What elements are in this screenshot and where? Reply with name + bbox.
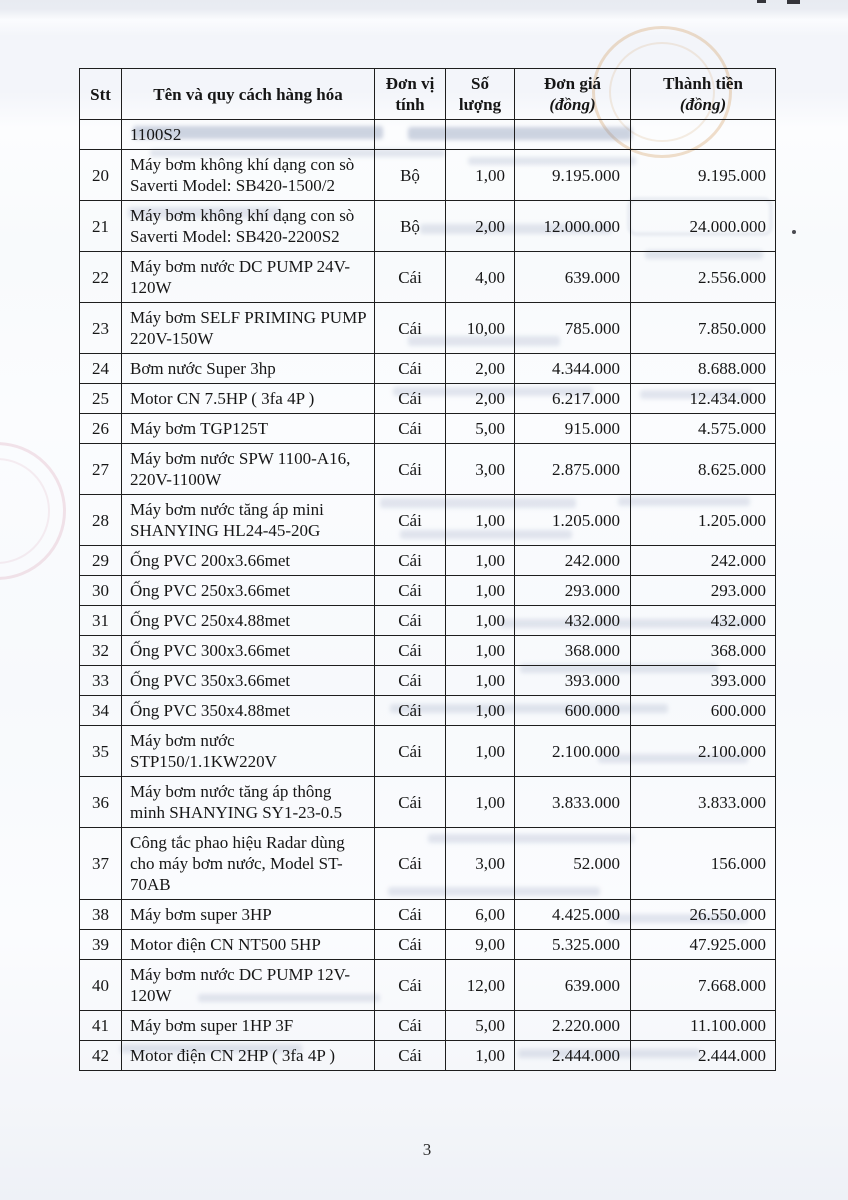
cell-price: 785.000 — [515, 303, 631, 354]
table-row — [80, 606, 776, 636]
cell-unit: Cái — [375, 546, 446, 576]
cell-name: Motor điện CN 2HP ( 3fa 4P ) — [122, 1041, 375, 1071]
cell-total: 8.625.000 — [631, 444, 776, 495]
table-row — [80, 636, 776, 666]
cell-stt: 27 — [80, 444, 122, 495]
col-header-price-label: Đơn giá — [543, 74, 602, 93]
cell-price: 600.000 — [515, 696, 631, 726]
cell-price: 12.000.000 — [515, 201, 631, 252]
cell-total: 432.000 — [631, 606, 776, 636]
cell-unit: Cái — [375, 414, 446, 444]
cell-total: 1.205.000 — [631, 495, 776, 546]
cell-qty: 1,00 — [446, 636, 515, 666]
cell-total: 12.434.000 — [631, 384, 776, 414]
cell-qty: 1,00 — [446, 777, 515, 828]
cell-name: Motor điện CN NT500 5HP — [122, 930, 375, 960]
cell-unit: Cái — [375, 636, 446, 666]
cell-total: 4.575.000 — [631, 414, 776, 444]
cell-price: 4.425.000 — [515, 900, 631, 930]
cell-name: Máy bơm nước tăng áp thông minh SHANYING SY1-23-0.5 — [122, 777, 375, 828]
cell-price: 639.000 — [515, 252, 631, 303]
cell-price: 393.000 — [515, 666, 631, 696]
cell-stt: 25 — [80, 384, 122, 414]
cell-name: Máy bơm nước DC PUMP 12V-120W — [122, 960, 375, 1011]
scan-artifact-mark — [787, 0, 800, 4]
cell-qty — [446, 120, 515, 150]
col-header-total-label: Thành tiền — [663, 74, 743, 93]
cell-qty: 4,00 — [446, 252, 515, 303]
cell-qty: 1,00 — [446, 495, 515, 546]
table-row — [80, 1011, 776, 1041]
cell-name: Máy bơm không khí dạng con sò Saverti Model: SB420-2200S2 — [122, 201, 375, 252]
cell-name: Máy bơm super 1HP 3F — [122, 1011, 375, 1041]
cell-qty: 1,00 — [446, 666, 515, 696]
cell-unit: Cái — [375, 777, 446, 828]
table-row — [80, 666, 776, 696]
cell-name: Máy bơm SELF PRIMING PUMP 220V-150W — [122, 303, 375, 354]
table-row — [80, 930, 776, 960]
table-row — [80, 303, 776, 354]
cell-price: 242.000 — [515, 546, 631, 576]
col-header-price — [515, 69, 631, 120]
cell-stt: 37 — [80, 828, 122, 900]
table-row — [80, 696, 776, 726]
cell-qty: 5,00 — [446, 414, 515, 444]
cell-total: 7.668.000 — [631, 960, 776, 1011]
cell-price: 915.000 — [515, 414, 631, 444]
col-header-total — [631, 69, 776, 120]
items-table-body — [80, 120, 776, 1071]
cell-qty: 3,00 — [446, 828, 515, 900]
cell-total: 9.195.000 — [631, 150, 776, 201]
cell-total: 2.444.000 — [631, 1041, 776, 1071]
cell-unit: Bộ — [375, 150, 446, 201]
header-row — [80, 69, 776, 120]
cell-stt — [80, 120, 122, 150]
cell-name: Máy bơm nước tăng áp mini SHANYING HL24-45-20G — [122, 495, 375, 546]
cell-unit: Cái — [375, 828, 446, 900]
cell-name: Máy bơm không khí dạng con sò Saverti Model: SB420-1500/2 — [122, 150, 375, 201]
cell-stt: 39 — [80, 930, 122, 960]
cell-name: Motor CN 7.5HP ( 3fa 4P ) — [122, 384, 375, 414]
items-table-header — [80, 69, 776, 120]
table-row — [80, 495, 776, 546]
cell-total: 293.000 — [631, 576, 776, 606]
table-row — [80, 777, 776, 828]
table-row — [80, 252, 776, 303]
cell-total: 7.850.000 — [631, 303, 776, 354]
cell-price — [515, 120, 631, 150]
cell-qty: 1,00 — [446, 546, 515, 576]
cell-price: 293.000 — [515, 576, 631, 606]
cell-total: 600.000 — [631, 696, 776, 726]
col-header-price-currency: (đồng) — [549, 95, 596, 114]
cell-stt: 32 — [80, 636, 122, 666]
cell-unit: Cái — [375, 576, 446, 606]
cell-stt: 30 — [80, 576, 122, 606]
cell-stt: 35 — [80, 726, 122, 777]
table-row — [80, 414, 776, 444]
cell-price: 2.875.000 — [515, 444, 631, 495]
cell-unit: Cái — [375, 384, 446, 414]
cell-name: Ống PVC 250x3.66met — [122, 576, 375, 606]
cell-unit: Cái — [375, 444, 446, 495]
table-row — [80, 201, 776, 252]
table-row — [80, 576, 776, 606]
cell-name: Ống PVC 300x3.66met — [122, 636, 375, 666]
cell-price: 432.000 — [515, 606, 631, 636]
cell-qty: 1,00 — [446, 696, 515, 726]
cell-stt: 20 — [80, 150, 122, 201]
stamp-bleedthrough-left-icon — [0, 442, 66, 580]
page-number: 3 — [422, 1140, 432, 1159]
cell-total: 11.100.000 — [631, 1011, 776, 1041]
cell-qty: 2,00 — [446, 384, 515, 414]
cell-price: 2.100.000 — [515, 726, 631, 777]
cell-total: 156.000 — [631, 828, 776, 900]
cell-name: Công tắc phao hiệu Radar dùng cho máy bơm nước, Model ST-70AB — [122, 828, 375, 900]
cell-total: 26.550.000 — [631, 900, 776, 930]
cell-stt: 23 — [80, 303, 122, 354]
cell-name: Bơm nước Super 3hp — [122, 354, 375, 384]
cell-unit: Bộ — [375, 201, 446, 252]
cell-stt: 38 — [80, 900, 122, 930]
cell-unit: Cái — [375, 495, 446, 546]
cell-unit — [375, 120, 446, 150]
cell-unit: Cái — [375, 666, 446, 696]
cell-stt: 21 — [80, 201, 122, 252]
cell-total: 47.925.000 — [631, 930, 776, 960]
col-header-unit: Đơn vị tính — [375, 69, 446, 120]
cell-stt: 29 — [80, 546, 122, 576]
table-row — [80, 828, 776, 900]
cell-price: 2.220.000 — [515, 1011, 631, 1041]
cell-stt: 36 — [80, 777, 122, 828]
cell-total: 3.833.000 — [631, 777, 776, 828]
table-row — [80, 960, 776, 1011]
cell-price: 2.444.000 — [515, 1041, 631, 1071]
cell-qty: 1,00 — [446, 606, 515, 636]
cell-name: Máy bơm nước SPW 1100-A16, 220V-1100W — [122, 444, 375, 495]
col-header-qty: Số lượng — [446, 69, 515, 120]
cell-stt: 22 — [80, 252, 122, 303]
cell-price: 368.000 — [515, 636, 631, 666]
cell-qty: 1,00 — [446, 1041, 515, 1071]
col-header-total-currency: (đồng) — [679, 95, 727, 114]
cell-name: Máy bơm nước STP150/1.1KW220V — [122, 726, 375, 777]
cell-name: Máy bơm super 3HP — [122, 900, 375, 930]
cell-stt: 31 — [80, 606, 122, 636]
cell-name: Máy bơm nước DC PUMP 24V-120W — [122, 252, 375, 303]
cell-total: 368.000 — [631, 636, 776, 666]
cell-price: 9.195.000 — [515, 150, 631, 201]
cell-stt: 28 — [80, 495, 122, 546]
cell-unit: Cái — [375, 726, 446, 777]
cell-name: Ống PVC 350x3.66met — [122, 666, 375, 696]
cell-qty: 2,00 — [446, 201, 515, 252]
table-row — [80, 120, 776, 150]
cell-qty: 5,00 — [446, 1011, 515, 1041]
cell-stt: 42 — [80, 1041, 122, 1071]
cell-price: 3.833.000 — [515, 777, 631, 828]
scan-artifact-mark — [757, 0, 766, 3]
cell-qty: 10,00 — [446, 303, 515, 354]
cell-name: Ống PVC 200x3.66met — [122, 546, 375, 576]
cell-qty: 12,00 — [446, 960, 515, 1011]
cell-price: 52.000 — [515, 828, 631, 900]
table-row — [80, 900, 776, 930]
cell-total: 393.000 — [631, 666, 776, 696]
cell-unit: Cái — [375, 252, 446, 303]
cell-price: 1.205.000 — [515, 495, 631, 546]
cell-total: 8.688.000 — [631, 354, 776, 384]
cell-name: Ống PVC 350x4.88met — [122, 696, 375, 726]
cell-unit: Cái — [375, 696, 446, 726]
cell-total: 2.556.000 — [631, 252, 776, 303]
cell-qty: 6,00 — [446, 900, 515, 930]
cell-total: 242.000 — [631, 546, 776, 576]
cell-unit: Cái — [375, 900, 446, 930]
cell-unit: Cái — [375, 930, 446, 960]
table-row — [80, 726, 776, 777]
cell-total — [631, 120, 776, 150]
cell-price: 5.325.000 — [515, 930, 631, 960]
table-row — [80, 546, 776, 576]
cell-name: Ống PVC 250x4.88met — [122, 606, 375, 636]
cell-unit: Cái — [375, 1011, 446, 1041]
cell-qty: 1,00 — [446, 576, 515, 606]
cell-stt: 26 — [80, 414, 122, 444]
table-row — [80, 1041, 776, 1071]
cell-qty: 3,00 — [446, 444, 515, 495]
cell-price: 4.344.000 — [515, 354, 631, 384]
cell-stt: 34 — [80, 696, 122, 726]
scan-artifact-dot — [792, 230, 796, 234]
cell-unit: Cái — [375, 606, 446, 636]
cell-stt: 24 — [80, 354, 122, 384]
cell-unit: Cái — [375, 303, 446, 354]
cell-stt: 40 — [80, 960, 122, 1011]
cell-total: 2.100.000 — [631, 726, 776, 777]
cell-stt: 33 — [80, 666, 122, 696]
cell-unit: Cái — [375, 354, 446, 384]
items-table — [79, 68, 776, 1071]
cell-qty: 1,00 — [446, 150, 515, 201]
cell-qty: 9,00 — [446, 930, 515, 960]
cell-name: 1100S2 — [122, 120, 375, 150]
cell-total: 24.000.000 — [631, 201, 776, 252]
table-row — [80, 354, 776, 384]
cell-stt: 41 — [80, 1011, 122, 1041]
table-row — [80, 444, 776, 495]
col-header-name: Tên và quy cách hàng hóa — [122, 69, 375, 120]
cell-price: 6.217.000 — [515, 384, 631, 414]
table-row — [80, 150, 776, 201]
cell-qty: 1,00 — [446, 726, 515, 777]
cell-price: 639.000 — [515, 960, 631, 1011]
cell-unit: Cái — [375, 1041, 446, 1071]
cell-name: Máy bơm TGP125T — [122, 414, 375, 444]
cell-qty: 2,00 — [446, 354, 515, 384]
table-row — [80, 384, 776, 414]
cell-unit: Cái — [375, 960, 446, 1011]
col-header-stt: Stt — [80, 69, 122, 120]
